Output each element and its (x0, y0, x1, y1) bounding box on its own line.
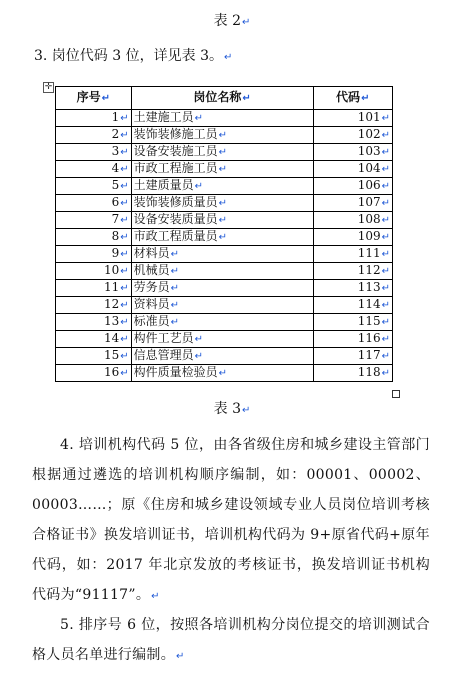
paragraph-5-text: 5. 排序号 6 位，按照各培训机构分岗位提交的培训测试合格人员名单进行编制。 (32, 617, 430, 663)
table2-caption-text: 表 2 (213, 13, 241, 29)
table-row (56, 144, 393, 161)
cell-mark: ↵ (218, 232, 228, 243)
paragraph-4-text: 4. 培训机构代码 5 位，由各省级住房和城乡建设主管部门根据通过遴选的培训机构顺序编制，如：00001、00002、00003……；原《住房和城乡建设领域专业人员岗位培训考核合格证书》换发培训证书，培训机构代码为 9+原省代码+原年代码，如：2017 年北京发放的考核证书，换发培训证书机构代码为“91117”。 (32, 437, 430, 603)
cell-mark: ↵ (381, 164, 390, 175)
cell-mark: ↵ (381, 351, 390, 362)
paragraph-mark: ↵ (151, 591, 160, 602)
cell-code: 103↵ (313, 144, 393, 161)
cell-mark: ↵ (170, 317, 180, 328)
table-row (56, 263, 393, 280)
cell-name: 构件质量检验员↵ (131, 365, 313, 382)
cell-mark: ↵ (194, 181, 204, 192)
cell-mark: ↵ (194, 334, 204, 345)
cell-code: 117↵ (313, 348, 393, 365)
cell-code: 111↵ (313, 246, 393, 263)
cell-mark: ↵ (120, 181, 129, 192)
header-code: 代码↵ (313, 87, 393, 110)
cell-mark: ↵ (120, 266, 129, 277)
cell-mark: ↵ (120, 368, 129, 379)
cell-mark: ↵ (170, 283, 180, 294)
table-row (56, 246, 393, 263)
cell-name: 机械员↵ (131, 263, 313, 280)
table-row (56, 229, 393, 246)
cell-mark: ↵ (170, 249, 180, 260)
table-row (56, 127, 393, 144)
cell-mark: ↵ (194, 351, 204, 362)
header-no: 序号↵ (56, 87, 132, 110)
cell-code: 107↵ (313, 195, 393, 212)
header-name: 岗位名称↵ (131, 87, 313, 110)
cell-name: 土建施工员↵ (131, 110, 313, 127)
cell-code: 118↵ (313, 365, 393, 382)
paragraph-mark: ↵ (176, 651, 185, 662)
cell-mark: ↵ (381, 334, 390, 345)
cell-code: 114↵ (313, 297, 393, 314)
cell-code: 113↵ (313, 280, 393, 297)
cell-name: 资料员↵ (131, 297, 313, 314)
cell-mark: ↵ (381, 147, 390, 158)
cell-mark: ↵ (381, 215, 390, 226)
cell-name: 市政工程施工员↵ (131, 161, 313, 178)
cell-mark: ↵ (120, 283, 129, 294)
table-row (56, 212, 393, 229)
cell-mark: ↵ (381, 300, 390, 311)
cell-mark: ↵ (381, 249, 390, 260)
cell-mark: ↵ (381, 317, 390, 328)
cell-name: 材料员↵ (131, 246, 313, 263)
table-row (56, 365, 393, 382)
cell-mark: ↵ (381, 283, 390, 294)
paragraph-5 (32, 610, 430, 672)
cell-no: 2↵ (56, 127, 132, 144)
cell-name: 劳务员↵ (131, 280, 313, 297)
cell-mark: ↵ (120, 232, 129, 243)
cell-no: 6↵ (56, 195, 132, 212)
cell-mark: ↵ (120, 130, 129, 141)
table-row (56, 348, 393, 365)
cell-mark: ↵ (120, 215, 129, 226)
paragraph-3 (34, 42, 454, 72)
cell-code: 116↵ (313, 331, 393, 348)
cell-code: 112↵ (313, 263, 393, 280)
paragraph-4 (32, 430, 430, 612)
cell-name: 信息管理员↵ (131, 348, 313, 365)
paragraph-3-text: 3. 岗位代码 3 位，详见表 3。 (34, 48, 223, 64)
table3-caption-text: 表 3 (213, 401, 241, 417)
cell-no: 7↵ (56, 212, 132, 229)
cell-mark: ↵ (120, 147, 129, 158)
cell-code: 109↵ (313, 229, 393, 246)
cell-mark: ↵ (194, 113, 204, 124)
cell-mark: ↵ (120, 113, 129, 124)
cell-no: 10↵ (56, 263, 132, 280)
cell-no: 8↵ (56, 229, 132, 246)
cell-name: 土建质量员↵ (131, 178, 313, 195)
cell-mark: ↵ (120, 249, 129, 260)
cell-no: 14↵ (56, 331, 132, 348)
paragraph-mark: ↵ (223, 52, 233, 63)
table-row (56, 161, 393, 178)
cell-mark: ↵ (381, 181, 390, 192)
cell-mark: ↵ (381, 113, 390, 124)
table2-caption (0, 10, 464, 30)
cell-mark: ↵ (120, 317, 129, 328)
cell-code: 108↵ (313, 212, 393, 229)
cell-name: 构件工艺员↵ (131, 331, 313, 348)
table-row (56, 297, 393, 314)
cell-mark: ↵ (381, 232, 390, 243)
cell-mark: ↵ (218, 130, 228, 141)
position-code-table (55, 86, 393, 382)
table-resize-handle[interactable] (392, 390, 400, 398)
cell-name: 市政工程质量员↵ (131, 229, 313, 246)
paragraph-mark: ↵ (241, 17, 251, 28)
cell-no: 15↵ (56, 348, 132, 365)
cell-mark: ↵ (381, 368, 390, 379)
cell-name: 装饰装修质量员↵ (131, 195, 313, 212)
cell-code: 106↵ (313, 178, 393, 195)
cell-code: 115↵ (313, 314, 393, 331)
cell-mark: ↵ (218, 198, 228, 209)
cell-mark: ↵ (170, 300, 180, 311)
cell-name: 设备安装质量员↵ (131, 212, 313, 229)
cell-no: 4↵ (56, 161, 132, 178)
cell-mark: ↵ (170, 266, 180, 277)
table-move-handle-icon[interactable]: ✛ (44, 82, 53, 92)
cell-mark: ↵ (120, 164, 129, 175)
cell-no: 9↵ (56, 246, 132, 263)
table-row (56, 195, 393, 212)
cell-mark: ↵ (381, 198, 390, 209)
cell-name: 装饰装修施工员↵ (131, 127, 313, 144)
cell-mark: ↵ (120, 351, 129, 362)
cell-mark: ↵ (218, 215, 228, 226)
cell-no: 16↵ (56, 365, 132, 382)
cell-name: 标准员↵ (131, 314, 313, 331)
cell-no: 3↵ (56, 144, 132, 161)
cell-mark: ↵ (120, 198, 129, 209)
cell-no: 12↵ (56, 297, 132, 314)
cell-mark: ↵ (120, 334, 129, 345)
table-header-row (56, 87, 393, 110)
cell-no: 5↵ (56, 178, 132, 195)
paragraph-mark: ↵ (241, 405, 251, 416)
table-row (56, 314, 393, 331)
cell-no: 11↵ (56, 280, 132, 297)
cell-mark: ↵ (381, 130, 390, 141)
table-row (56, 280, 393, 297)
cell-code: 102↵ (313, 127, 393, 144)
cell-mark: ↵ (218, 164, 228, 175)
cell-mark: ↵ (218, 368, 228, 379)
cell-no: 1↵ (56, 110, 132, 127)
cell-no: 13↵ (56, 314, 132, 331)
cell-mark: ↵ (218, 147, 228, 158)
cell-mark: ↵ (120, 300, 129, 311)
cell-name: 设备安装施工员↵ (131, 144, 313, 161)
cell-code: 104↵ (313, 161, 393, 178)
table-row (56, 178, 393, 195)
table-row (56, 331, 393, 348)
cell-mark: ↵ (381, 266, 390, 277)
cell-code: 101↵ (313, 110, 393, 127)
table3-caption (0, 398, 464, 418)
table-row (56, 110, 393, 127)
